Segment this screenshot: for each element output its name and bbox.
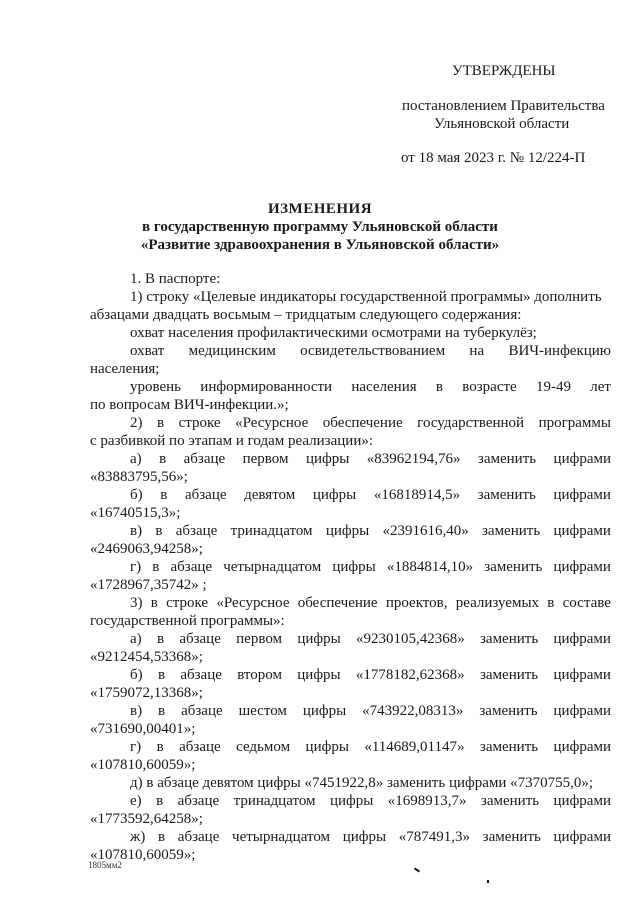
word: абзаце (170, 559, 213, 575)
word: возрасте (462, 379, 517, 395)
word: государственной (417, 415, 525, 431)
word: «1778182,62368» (355, 667, 465, 683)
scan-mark (414, 867, 420, 872)
word: заменить (479, 667, 539, 683)
word: девятом (244, 487, 296, 503)
word: заменить (479, 739, 539, 755)
word: заменить (481, 523, 541, 539)
body-line: «9212454,53368»; (90, 649, 203, 665)
word: цифрами (553, 703, 611, 719)
word: заменить (477, 451, 537, 467)
word: цифрами (553, 523, 611, 539)
word: шестом (238, 703, 287, 719)
body-line: «1773592,64258»; (90, 811, 203, 827)
word: заменить (482, 829, 541, 845)
word: в (159, 451, 167, 467)
body-line-justified (130, 450, 611, 468)
word: строке (166, 595, 209, 611)
word: первом (242, 451, 289, 467)
word: цифры (342, 829, 387, 845)
word: заменить (479, 631, 539, 647)
body-line: «107810,60059»; (90, 757, 196, 773)
word: абзаце (180, 667, 222, 683)
body-line: населения; (90, 361, 160, 377)
word: «16818914,5» (373, 487, 461, 503)
word: «1698913,7» (387, 793, 467, 809)
word: медицинским (188, 343, 276, 359)
word: абзаце (183, 451, 226, 467)
body-line: по вопросам ВИЧ-инфекции.»; (90, 397, 289, 413)
body-line-justified (130, 792, 611, 810)
word: информированности (200, 379, 333, 395)
body-line: д) в абзаце девятом цифры «7451922,8» заменить цифрами «7370755,0»; (130, 775, 594, 791)
body-line-justified (130, 702, 611, 720)
word: в (152, 559, 160, 575)
word: четырнадцатом (223, 559, 322, 575)
doc-subheading-2: «Развитие здравоохранения в Ульяновской области» (140, 237, 500, 253)
word: г) (130, 739, 142, 755)
word: цифры (305, 451, 350, 467)
word: тринадцатом (230, 523, 313, 539)
body-line: «1728967,35742» ; (90, 577, 207, 593)
word: б) (130, 667, 143, 683)
word: втором (237, 667, 282, 683)
word: лет (590, 379, 611, 395)
word: строке (178, 415, 221, 431)
word: абзаце (179, 631, 221, 647)
word: реализуемых (455, 595, 540, 611)
body-line-justified (130, 666, 611, 684)
word: е) (130, 793, 142, 809)
word: в (158, 829, 166, 845)
body-line-justified (130, 630, 611, 648)
word: абзаце (177, 793, 220, 809)
word: абзаце (179, 739, 221, 755)
word: цифры (325, 523, 370, 539)
word: г) (130, 559, 142, 575)
word: 2) (130, 415, 143, 431)
word: «9230105,42368» (355, 631, 465, 647)
word: цифрами (553, 559, 611, 575)
body-line: охват населения профилактическими осмотрами на туберкулёз; (130, 325, 537, 341)
body-line-justified (130, 486, 611, 504)
word: а) (130, 451, 142, 467)
word: охват (130, 343, 165, 359)
word: «Ресурсное (235, 415, 309, 431)
body-line: государственной программы»: (90, 613, 285, 629)
body-line-justified (130, 594, 611, 612)
word: в (435, 379, 443, 395)
word: «Ресурсное (216, 595, 290, 611)
word: цифрами (553, 793, 611, 809)
body-line-justified (130, 522, 611, 540)
word: цифрами (553, 451, 611, 467)
word: «83962194,76» (366, 451, 461, 467)
word: программы (538, 415, 611, 431)
body-line-justified (130, 378, 611, 396)
word: цифрами (553, 487, 611, 503)
word: четырнадцатом (232, 829, 331, 845)
word: в (155, 523, 163, 539)
word: в (547, 595, 555, 611)
word: цифрами (553, 667, 611, 683)
word: цифры (312, 487, 357, 503)
body-line: 1) строку «Целевые индикаторы государственной программы» дополнить (130, 289, 602, 305)
word: «1884814,10» (386, 559, 474, 575)
word: абзаце (175, 523, 218, 539)
word: в) (130, 523, 143, 539)
body-line-justified (130, 414, 611, 432)
word: составе (562, 595, 611, 611)
word: б) (130, 487, 143, 503)
word: цифры (302, 703, 347, 719)
approval-line-3: от 18 мая 2023 г. № 12/224-П (401, 150, 586, 166)
body-line-justified (130, 738, 611, 756)
body-line: с разбивкой по этапам и годам реализации»: (90, 433, 374, 449)
word: абзаце (184, 487, 227, 503)
word: тринадцатом (233, 793, 316, 809)
word: заменить (480, 793, 540, 809)
word: в (157, 667, 166, 683)
body-line-justified (130, 342, 611, 360)
word: обеспечение (322, 415, 403, 431)
footer-code: 1805мм2 (88, 860, 122, 870)
word: первом (236, 631, 283, 647)
word: цифрами (553, 829, 611, 845)
approval-line-1: постановлением Правительства (402, 98, 605, 114)
word: заменить (477, 487, 536, 503)
word: цифрами (553, 739, 611, 755)
body-line: абзацами двадцать восьмым – тридцатым следующего содержания: (90, 307, 522, 323)
word: в (157, 415, 165, 431)
word: цифры (305, 739, 349, 755)
word: в (150, 595, 158, 611)
word: цифры (297, 631, 341, 647)
word: «2391616,40» (382, 523, 469, 539)
word: в (156, 631, 165, 647)
word: освидетельствованием (300, 343, 446, 359)
word: а) (130, 631, 142, 647)
body-line-justified (130, 558, 611, 576)
approval-line-2: Ульяновской области (434, 116, 570, 132)
body-line: «731690,00401»; (90, 721, 196, 737)
word: обеспечение (297, 595, 378, 611)
body-line: «2469063,94258»; (90, 541, 203, 557)
word: абзаце (181, 703, 223, 719)
word: цифрами (553, 631, 611, 647)
body-line: «16740515,3»; (90, 505, 181, 521)
word: цифры (329, 793, 374, 809)
word: абзаце (177, 829, 220, 845)
body-line: «107810,60059»; (90, 847, 196, 863)
word: в) (130, 703, 143, 719)
word: 19-49 (535, 379, 571, 395)
word: 3) (130, 595, 143, 611)
word: населения (351, 379, 417, 395)
word: ж) (130, 829, 146, 845)
word: цифры (297, 667, 341, 683)
word: в (156, 793, 164, 809)
doc-subheading-1: в государственную программу Ульяновской области (142, 219, 498, 235)
body-line: «83883795,56»; (90, 469, 188, 485)
word: заменить (484, 559, 543, 575)
word: седьмом (236, 739, 291, 755)
word: «787491,3» (398, 829, 470, 845)
word: «743922,08313» (362, 703, 464, 719)
word: в (160, 487, 168, 503)
scan-mark (487, 880, 489, 883)
word: в (158, 703, 166, 719)
word: в (156, 739, 164, 755)
word: проектов, (385, 595, 448, 611)
body-line: 1. В паспорте: (130, 271, 221, 287)
word: ВИЧ-инфекцию (508, 343, 611, 359)
body-line-justified (130, 828, 611, 846)
word: на (469, 343, 485, 359)
word: заменить (479, 703, 538, 719)
word: цифры (332, 559, 376, 575)
word: «114689,01147» (364, 739, 465, 755)
doc-heading: ИЗМЕНЕНИЯ (267, 201, 373, 217)
body-line: «1759072,13368»; (90, 685, 203, 701)
approval-title: УТВЕРЖДЕНЫ (452, 63, 556, 79)
word: уровень (130, 379, 182, 395)
